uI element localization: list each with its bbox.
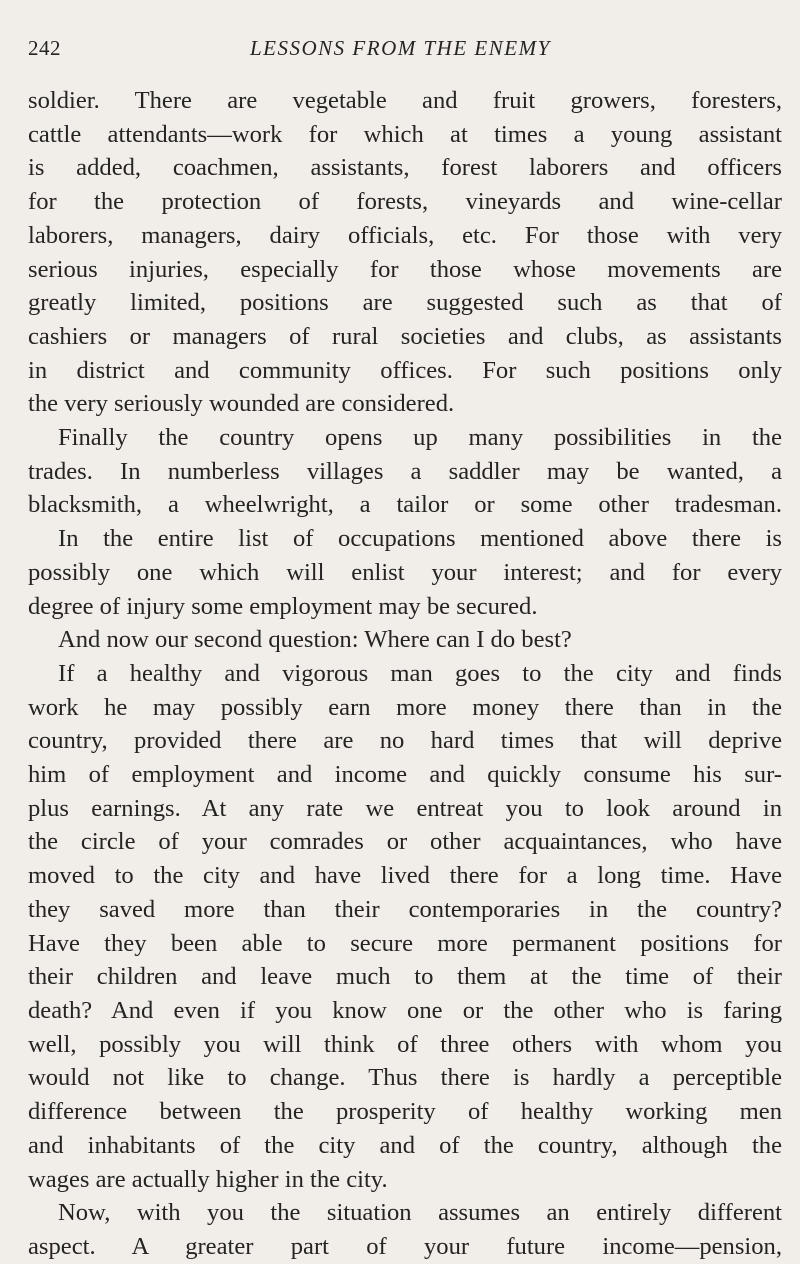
text-line: work he may possibly earn more money there than in the xyxy=(28,693,782,721)
text-line: cattle attendants—work for which at times a young assistant xyxy=(28,120,782,148)
running-title: LESSONS FROM THE ENEMY xyxy=(250,36,551,60)
text-line: trades. In numberless villages a saddler may be wanted, a xyxy=(28,457,782,485)
text-line: the circle of your comrades or other acquaintances, who have xyxy=(28,828,782,856)
text-line: cashiers or managers of rural societies and clubs, as assistants xyxy=(28,322,782,350)
text-line: laborers, managers, dairy officials, etc. For those with very xyxy=(28,221,782,249)
body-text xyxy=(28,84,782,1264)
text-line: degree of injury some employment may be secured. xyxy=(28,592,538,620)
page-number: 242 xyxy=(28,36,61,60)
text-line: the very seriously wounded are considered. xyxy=(28,390,455,418)
text-line: death? And even if you know one or the other who is faring xyxy=(28,996,782,1024)
text-line: blacksmith, a wheelwright, a tailor or some other tradesman. xyxy=(28,491,782,519)
text-line: they saved more than their contemporaries in the country? xyxy=(28,895,782,923)
text-line: greatly limited, positions are suggested such as that of xyxy=(28,289,782,317)
text-line: plus earnings. At any rate we entreat you to look around in xyxy=(28,794,782,822)
text-line: Now, with you the situation assumes an entirely different xyxy=(58,1199,782,1227)
text-line: and inhabitants of the city and of the country, although the xyxy=(28,1131,782,1159)
text-line: soldier. There are vegetable and fruit growers, foresters, xyxy=(28,87,782,114)
text-line: aspect. A greater part of your future income—pension, xyxy=(28,1232,782,1260)
text-line: Have they been able to secure more permanent positions for xyxy=(28,929,782,957)
text-line: In the entire list of occupations mentioned above there is xyxy=(58,525,782,553)
running-header xyxy=(28,36,760,66)
text-line: moved to the city and have lived there for a long time. Have xyxy=(28,862,782,890)
text-line: wages are actually higher in the city. xyxy=(28,1165,388,1193)
text-line: possibly one which will enlist your interest; and for every xyxy=(28,558,782,586)
text-line: If a healthy and vigorous man goes to the city and finds xyxy=(58,659,782,687)
text-line: for the protection of forests, vineyards and wine-cellar xyxy=(28,188,782,216)
text-line: Finally the country opens up many possibilities in the xyxy=(58,424,782,452)
text-line: well, possibly you will think of three others with whom you xyxy=(28,1030,782,1058)
text-line: him of employment and income and quickly consume his sur- xyxy=(28,761,782,789)
text-line: their children and leave much to them at the time of their xyxy=(28,963,782,991)
text-line: in district and community offices. For such positions only xyxy=(28,356,782,384)
text-line: is added, coachmen, assistants, forest laborers and officers xyxy=(28,154,782,182)
text-line: country, provided there are no hard times that will deprive xyxy=(28,727,782,755)
text-line: difference between the prosperity of healthy working men xyxy=(28,1098,782,1126)
text-line: serious injuries, especially for those whose movements are xyxy=(28,255,782,283)
text-line: And now our second question: Where can I do best? xyxy=(58,626,572,654)
text-line: would not like to change. Thus there is hardly a perceptible xyxy=(28,1064,782,1092)
